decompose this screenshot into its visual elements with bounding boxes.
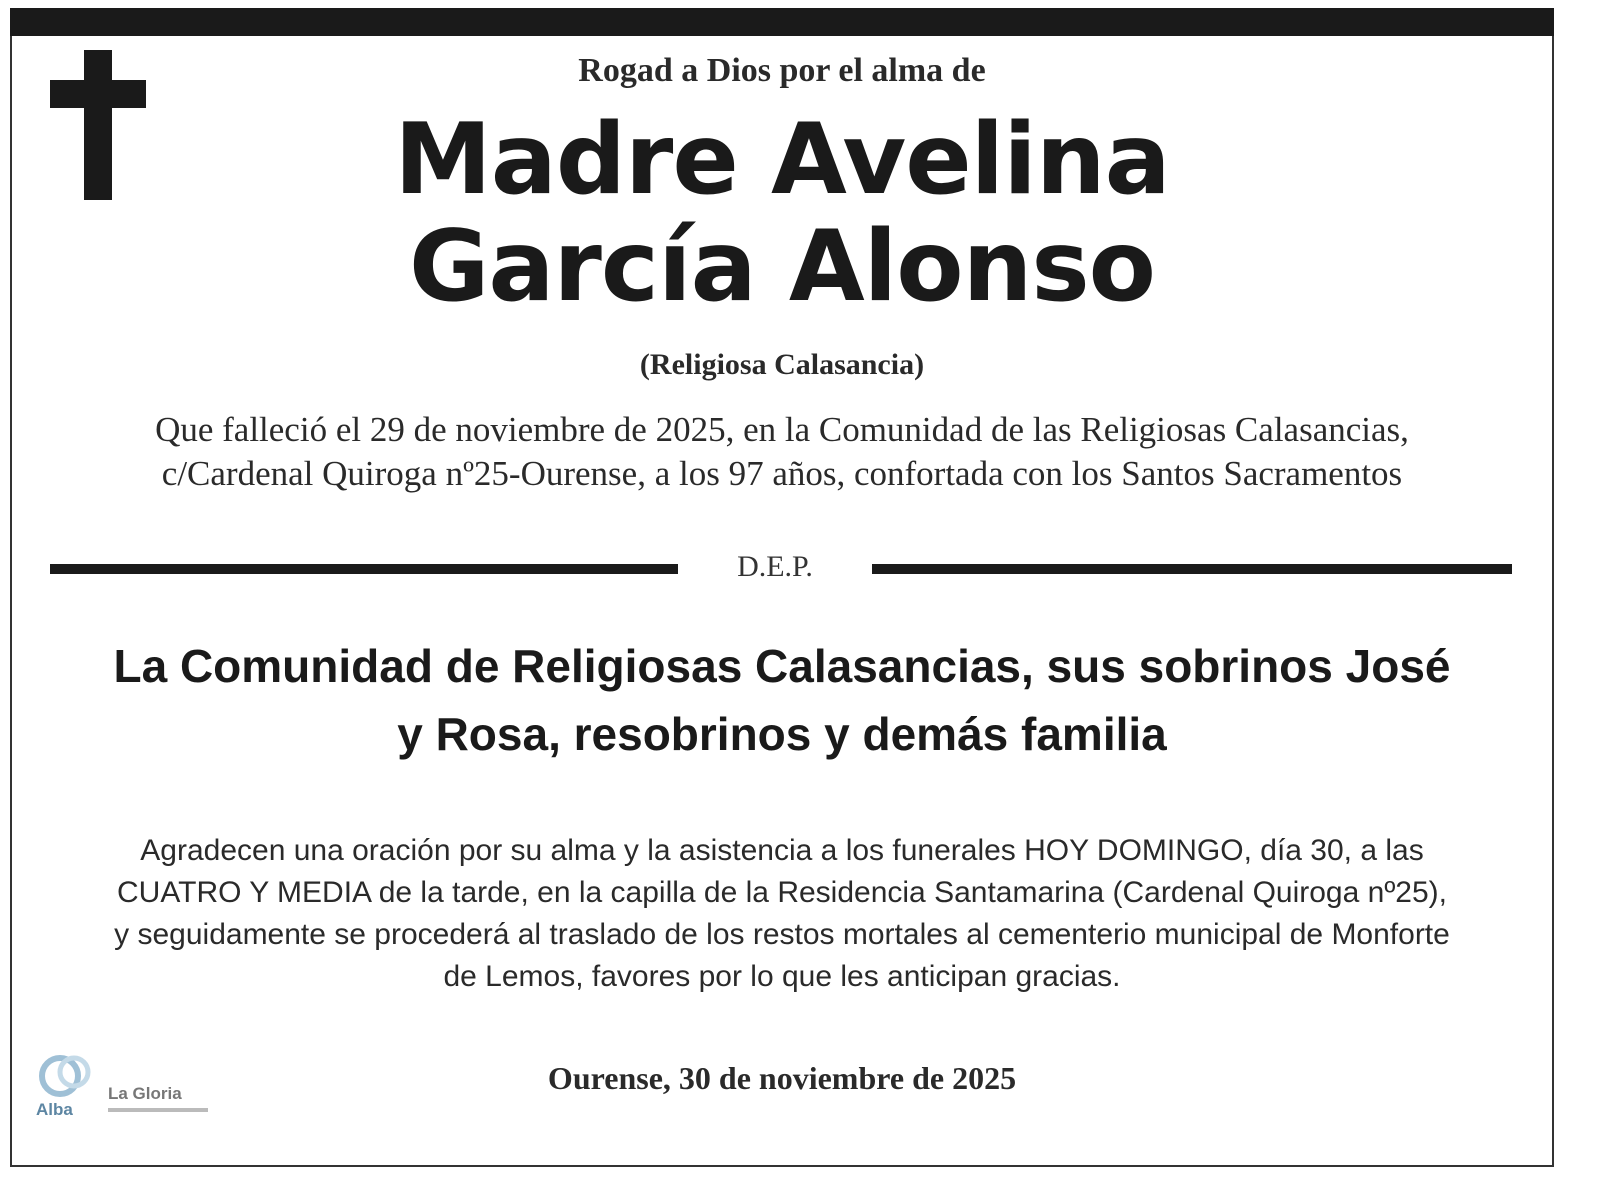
death-notice-line2: c/Cardenal Quiroga nº25-Ourense, a los 97 años, confortada con los Santos Sacramentos: [161, 454, 1403, 493]
la-gloria-logo: [108, 1084, 218, 1124]
funeral-line4: de Lemos, favores por lo que les anticipan gracias.: [443, 960, 1121, 993]
la-gloria-tagline: [108, 1108, 208, 1112]
deceased-name-line2: García Alonso: [408, 210, 1156, 324]
prayer-heading: Rogad a Dios por el alma de: [578, 52, 986, 89]
funeral-line3: y seguidamente se procederá al traslado de los restos mortales al cementerio municipal de Monforte: [114, 918, 1450, 951]
place-date: Ourense, 30 de noviembre de 2025: [547, 1060, 1017, 1096]
death-notice-line1: Que falleció el 29 de noviembre de 2025, en la Comunidad de las Religiosas Calasancias,: [155, 410, 1409, 449]
divider-left: [50, 564, 678, 574]
funeral-line2: CUATRO Y MEDIA de la tarde, en la capilla de la Residencia Santamarina (Cardenal Quiroga nº25),: [117, 876, 1447, 909]
la-gloria-logo-text: La Gloria: [108, 1084, 182, 1103]
dep-label: D.E.P.: [737, 550, 813, 583]
religious-title: (Religiosa Calasancia): [639, 348, 925, 381]
family-line2: y Rosa, resobrinos y demás familia: [397, 708, 1167, 760]
family-block: [40, 632, 1524, 768]
funeral-line1: Agradecen una oración por su alma y la asistencia a los funerales HOY DOMINGO, día 30, a las: [140, 834, 1424, 867]
top-black-bar: [10, 8, 1554, 36]
alba-logo-icon: [34, 1050, 104, 1102]
alba-logo-text: Alba: [36, 1100, 73, 1119]
deceased-name-line1: Madre Avelina: [394, 103, 1170, 217]
death-notice-text: [40, 408, 1524, 496]
alba-logo: [34, 1050, 104, 1130]
funeral-details: [40, 830, 1524, 998]
family-line1: La Comunidad de Religiosas Calasancias, sus sobrinos José: [113, 640, 1451, 692]
divider-right: [872, 564, 1512, 574]
